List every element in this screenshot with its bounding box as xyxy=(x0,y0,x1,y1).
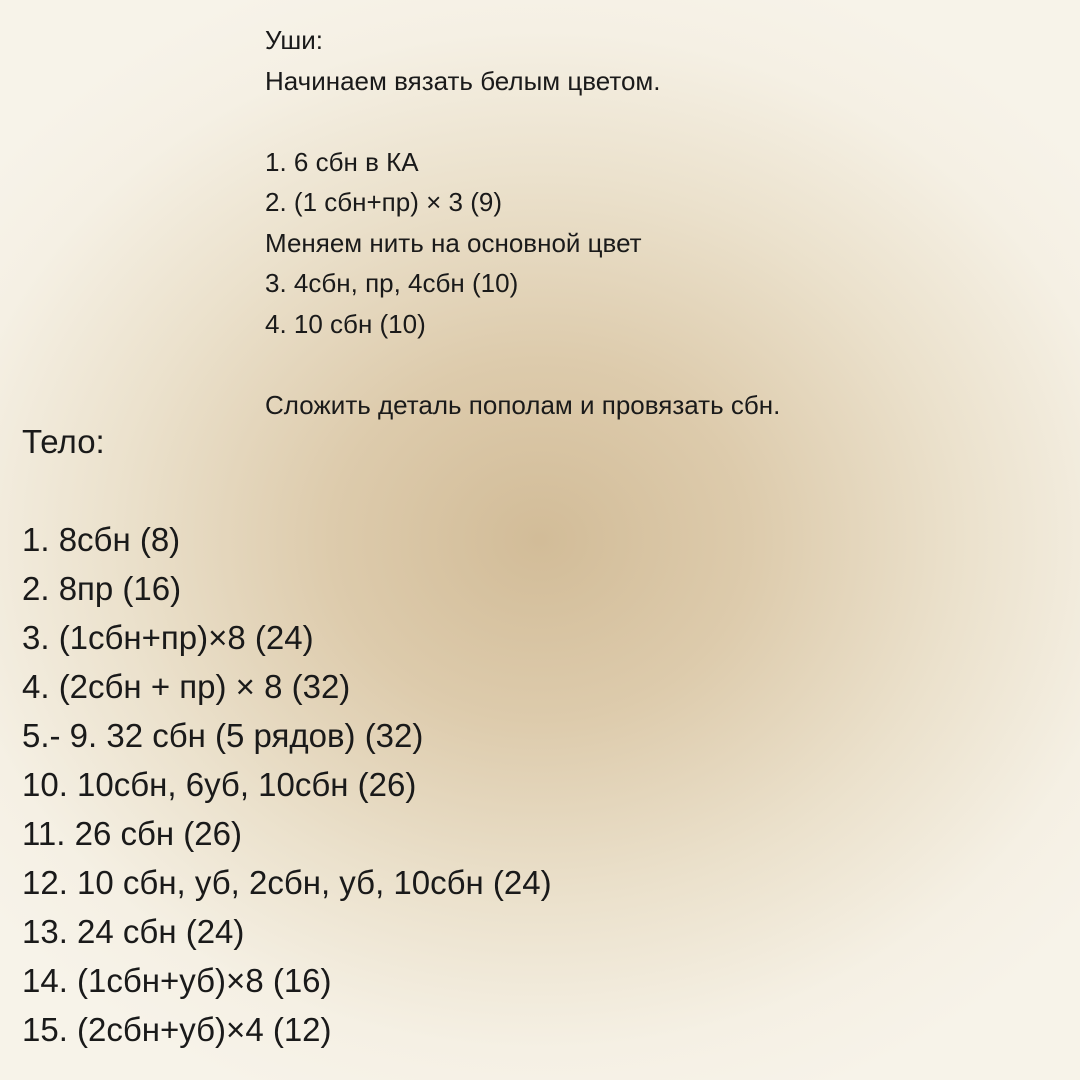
spacer xyxy=(265,101,1065,142)
body-title: Тело: xyxy=(22,423,105,460)
ears-finish: Сложить деталь пополам и провязать сбн. xyxy=(265,389,781,420)
ears-row: 4. 10 сбн (10) xyxy=(265,308,426,339)
ears-section xyxy=(265,20,1065,425)
body-row: 4. (2сбн + пр) × 8 (32) xyxy=(22,668,351,705)
ears-color-change: Меняем нить на основной цвет xyxy=(265,227,642,258)
body-row: 2. 8пр (16) xyxy=(22,570,182,607)
body-row: 13. 24 сбн (24) xyxy=(22,913,245,950)
body-row: 5.- 9. 32 сбн (5 рядов) (32) xyxy=(22,717,424,754)
body-row: 15. (2сбн+уб)×4 (12) xyxy=(22,1011,332,1048)
body-row: 14. (1сбн+уб)×8 (16) xyxy=(22,962,332,999)
ears-intro: Начинаем вязать белым цветом. xyxy=(265,65,661,96)
body-row: 12. 10 сбн, уб, 2сбн, уб, 10сбн (24) xyxy=(22,864,552,901)
body-row: 11. 26 сбн (26) xyxy=(22,815,242,852)
ears-row: 2. (1 сбн+пр) × 3 (9) xyxy=(265,187,502,217)
ears-title: Уши: xyxy=(265,25,323,55)
spacer xyxy=(265,344,1065,385)
body-row: 3. (1сбн+пр)×8 (24) xyxy=(22,619,314,656)
body-row: 1. 8сбн (8) xyxy=(22,521,181,558)
ears-row: 1. 6 сбн в КА xyxy=(265,146,419,177)
body-row: 10. 10сбн, 6уб, 10сбн (26) xyxy=(22,766,417,803)
body-rows-list xyxy=(22,515,552,1054)
ears-row: 3. 4сбн, пр, 4сбн (10) xyxy=(265,268,519,298)
